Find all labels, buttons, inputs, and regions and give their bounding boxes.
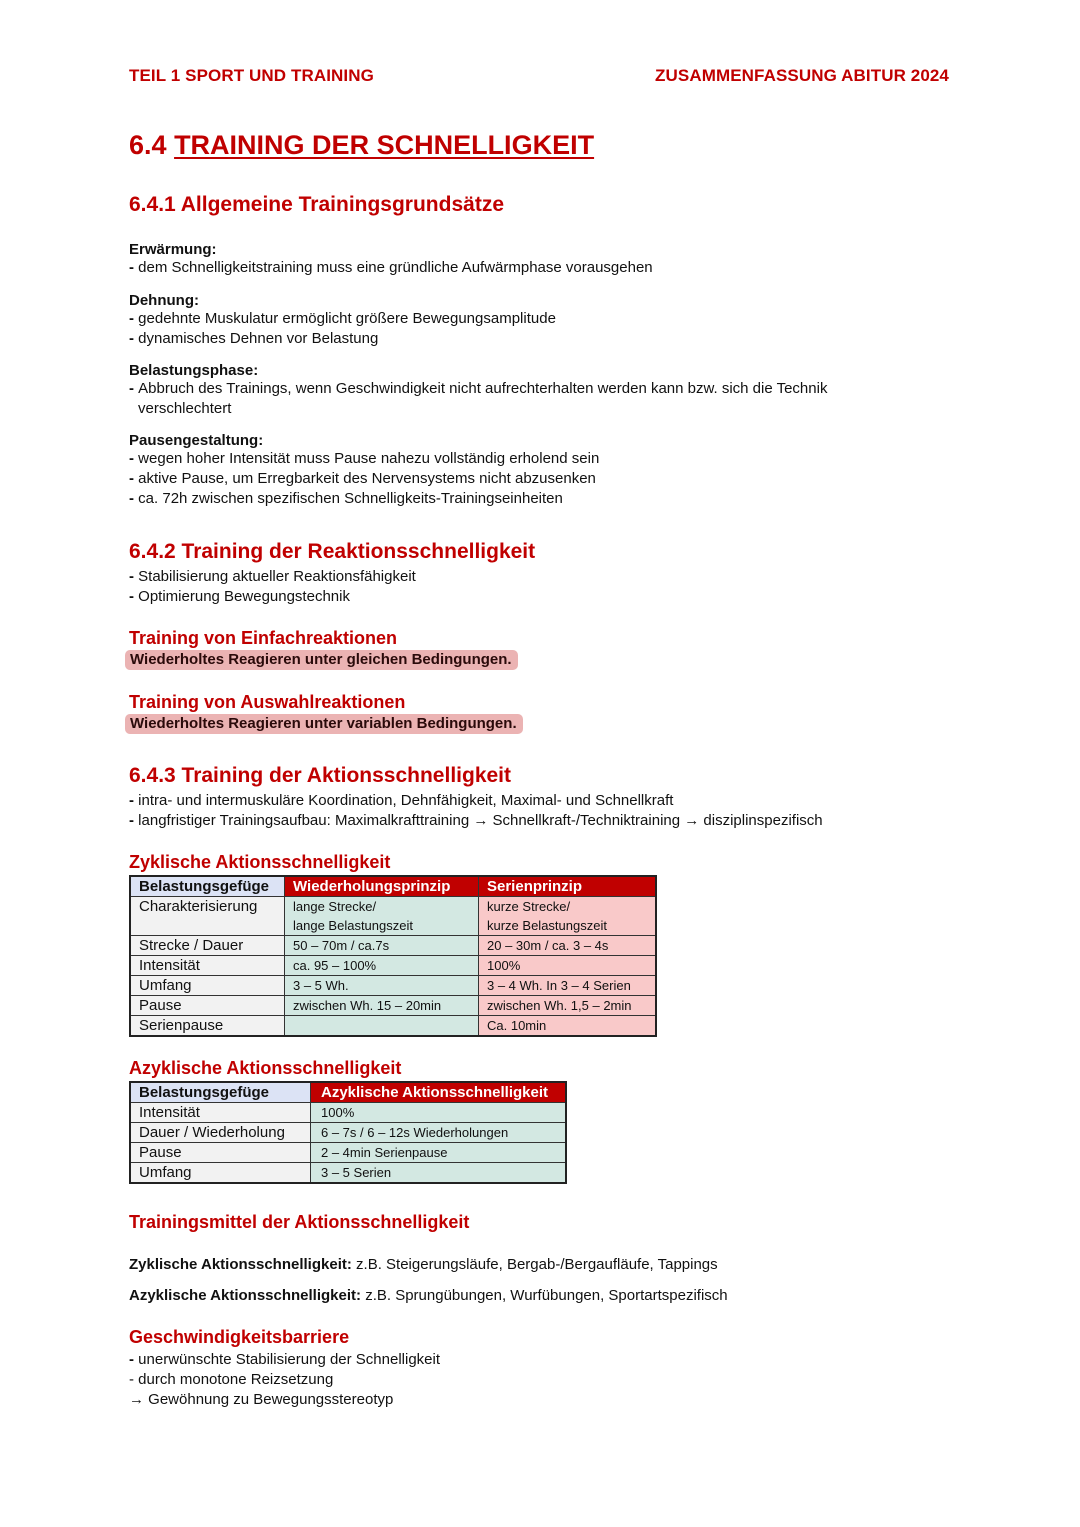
bullet-line: - Optimierung Bewegungstechnik bbox=[129, 588, 350, 605]
header-cell: Belastungsgefüge bbox=[130, 1082, 311, 1103]
bullet-line: - langfristiger Trainingsaufbau: Maximalkrafttraining → Schnellkraft-/Techniktraining → disziplinspezifisch bbox=[129, 812, 823, 829]
bullet-line: - wegen hoher Intensität muss Pause nahezu vollständig erholend sein bbox=[129, 450, 600, 467]
header-cell: Azyklische Aktionsschnelligkeit bbox=[311, 1082, 567, 1103]
page-header-left: TEIL 1 SPORT UND TRAINING bbox=[129, 66, 374, 85]
row-key: Umfang bbox=[130, 1163, 311, 1184]
cell-serien: 3 – 4 Wh. In 3 – 4 Serien bbox=[479, 976, 657, 996]
page-title bbox=[129, 130, 594, 161]
bullet-line: - intra- und intermuskuläre Koordination, Dehnfähigkeit, Maximal- und Schnellkraft bbox=[129, 792, 674, 809]
cell-serien: kurze Strecke/ kurze Belastungszeit bbox=[479, 897, 657, 936]
row-key: Dauer / Wiederholung bbox=[130, 1123, 311, 1143]
bullet-line: - unerwünschte Stabilisierung der Schnelligkeit bbox=[129, 1351, 441, 1368]
bullet-line: - ca. 72h zwischen spezifischen Schnelligkeits-Trainingseinheiten bbox=[129, 490, 563, 507]
block-belastungsphase bbox=[129, 362, 827, 419]
cell-serien: Ca. 10min bbox=[479, 1016, 657, 1037]
trainingsmittel-azyklisch: Azyklische Aktionsschnelligkeit: z.B. Sprungübungen, Wurfübungen, Sportartspezifisch bbox=[129, 1287, 728, 1304]
cell-wiederholung bbox=[285, 1016, 479, 1037]
bullet-line: - Stabilisierung aktueller Reaktionsfähigkeit bbox=[129, 568, 416, 585]
block-label: Belastungsphase: bbox=[129, 362, 259, 379]
bullet-line: - dynamisches Dehnen vor Belastung bbox=[129, 330, 379, 347]
trainingsmittel-zyklisch: Zyklische Aktionsschnelligkeit: z.B. Steigerungsläufe, Bergab-/Bergaufläufe, Tappings bbox=[129, 1256, 718, 1273]
table-row bbox=[130, 996, 656, 1016]
header-cell: Belastungsgefüge bbox=[130, 876, 285, 897]
table-row bbox=[130, 976, 656, 996]
bullet-line: - Abbruch des Trainings, wenn Geschwindigkeit nicht aufrechterhalten werden kann bzw. sich die Technik bbox=[129, 380, 828, 397]
row-key: Strecke / Dauer bbox=[130, 936, 285, 956]
block-label: Erwärmung: bbox=[129, 241, 217, 258]
title-text: TRAINING DER SCHNELLIGKEIT bbox=[174, 130, 595, 160]
auswahlreaktionen-heading: Training von Auswahlreaktionen bbox=[129, 692, 406, 712]
header-cell: Wiederholungsprinzip bbox=[285, 876, 479, 897]
azyklisch-heading: Azyklische Aktionsschnelligkeit bbox=[129, 1058, 402, 1078]
cell-value: 2 – 4min Serienpause bbox=[311, 1143, 567, 1163]
barriere-lines bbox=[129, 1350, 440, 1410]
row-key: Intensität bbox=[130, 956, 285, 976]
einfachreaktionen-highlight: Wiederholtes Reagieren unter gleichen Bedingungen. bbox=[129, 650, 518, 670]
bullet-line: - aktive Pause, um Erregbarkeit des Nervensystems nicht abzusenken bbox=[129, 470, 596, 487]
cell-value: 100% bbox=[311, 1103, 567, 1123]
barriere-heading: Geschwindigkeitsbarriere bbox=[129, 1327, 350, 1347]
bullet-line: - dem Schnelligkeitstraining muss eine gründliche Aufwärmphase vorausgehen bbox=[129, 259, 653, 276]
row-key: Umfang bbox=[130, 976, 285, 996]
trainingsmittel-heading: Trainingsmittel der Aktionsschnelligkeit bbox=[129, 1212, 470, 1232]
cell-serien: zwischen Wh. 1,5 – 2min bbox=[479, 996, 657, 1016]
row-key: Serienpause bbox=[130, 1016, 285, 1037]
table-row bbox=[130, 1016, 656, 1037]
table-header-row bbox=[130, 876, 656, 897]
cell-wiederholung: lange Strecke/ lange Belastungszeit bbox=[285, 897, 479, 936]
row-key: Pause bbox=[130, 1143, 311, 1163]
cell-wiederholung: 3 – 5 Wh. bbox=[285, 976, 479, 996]
section-642-lines bbox=[129, 567, 416, 607]
table-row bbox=[130, 956, 656, 976]
azyklisch-table bbox=[129, 1081, 567, 1184]
header-cell: Serienprinzip bbox=[479, 876, 657, 897]
row-key: Charakterisierung bbox=[130, 897, 285, 936]
section-643-heading: 6.4.3 Training der Aktionsschnelligkeit bbox=[129, 764, 511, 787]
cell-wiederholung: ca. 95 – 100% bbox=[285, 956, 479, 976]
block-label: Dehnung: bbox=[129, 292, 199, 309]
table-row bbox=[130, 1103, 566, 1123]
table-row bbox=[130, 936, 656, 956]
cell-wiederholung: 50 – 70m / ca.7s bbox=[285, 936, 479, 956]
cell-wiederholung: zwischen Wh. 15 – 20min bbox=[285, 996, 479, 1016]
cell-serien: 100% bbox=[479, 956, 657, 976]
section-643-lines bbox=[129, 791, 823, 831]
section-641-heading: 6.4.1 Allgemeine Trainingsgrundsätze bbox=[129, 193, 504, 216]
table-row bbox=[130, 1163, 566, 1184]
table-row bbox=[130, 1143, 566, 1163]
cell-value: 3 – 5 Serien bbox=[311, 1163, 567, 1184]
section-642-heading: 6.4.2 Training der Reaktionsschnelligkeit bbox=[129, 540, 536, 563]
zyklisch-table bbox=[129, 875, 657, 1037]
page-header-right: ZUSAMMENFASSUNG ABITUR 2024 bbox=[655, 66, 949, 85]
zyklisch-heading: Zyklische Aktionsschnelligkeit bbox=[129, 852, 391, 872]
cell-serien: 20 – 30m / ca. 3 – 4s bbox=[479, 936, 657, 956]
table-header-row bbox=[130, 1082, 566, 1103]
row-key: Pause bbox=[130, 996, 285, 1016]
table-row bbox=[130, 897, 656, 936]
table-row bbox=[130, 1123, 566, 1143]
cell-value: 6 – 7s / 6 – 12s Wiederholungen bbox=[311, 1123, 567, 1143]
block-pausengestaltung bbox=[129, 432, 599, 509]
conclusion-line: → Gewöhnung zu Bewegungsstereotyp bbox=[129, 1391, 394, 1408]
block-label: Pausengestaltung: bbox=[129, 432, 264, 449]
bullet-line: - durch monotone Reizsetzung bbox=[129, 1371, 334, 1388]
auswahlreaktionen-highlight: Wiederholtes Reagieren unter variablen Bedingungen. bbox=[129, 714, 523, 734]
title-number: 6.4 bbox=[129, 130, 167, 160]
block-dehnung bbox=[129, 292, 556, 349]
einfachreaktionen-heading: Training von Einfachreaktionen bbox=[129, 628, 398, 648]
bullet-line: - gedehnte Muskulatur ermöglicht größere Bewegungsamplitude bbox=[129, 310, 556, 327]
bullet-line-continued: verschlechtert bbox=[138, 400, 232, 417]
block-erwaermung bbox=[129, 241, 653, 278]
row-key: Intensität bbox=[130, 1103, 311, 1123]
